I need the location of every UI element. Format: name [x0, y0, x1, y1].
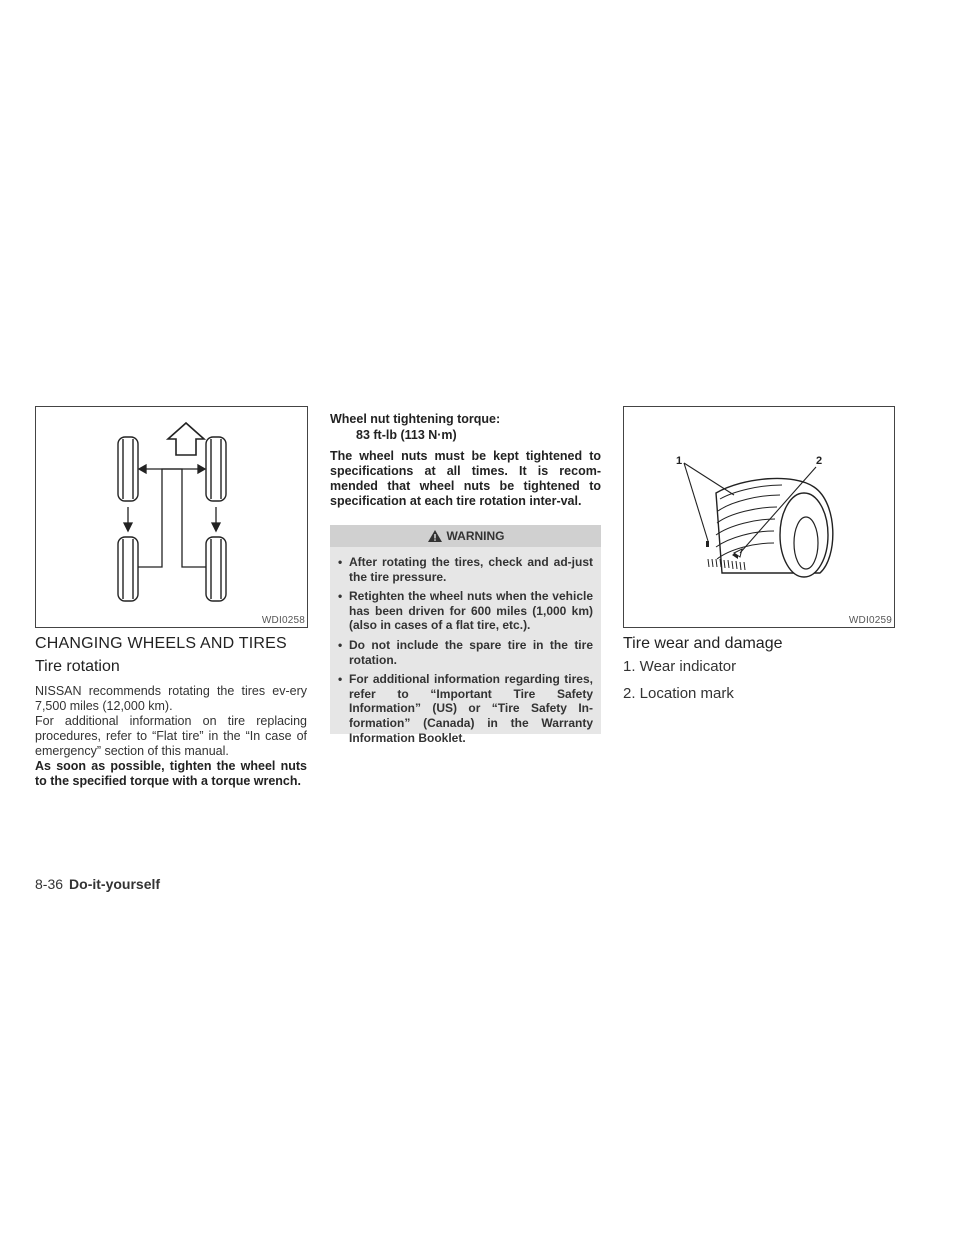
warning-item: • After rotating the tires, check and ad-just the tire pressure.	[338, 555, 593, 584]
rotation-arrow-rear-left-to-front-right	[138, 465, 205, 567]
torque-label: Wheel nut tightening torque:	[330, 412, 501, 426]
tire-wear-figure	[623, 406, 895, 628]
rotation-arrow-rear-right-to-front-left	[139, 465, 206, 567]
paragraph-rotation-interval: NISSAN recommends rotating the tires ev-ery 7,500 miles (12,000 km).	[35, 684, 307, 713]
page-footer	[35, 876, 160, 892]
torque-value: 83 ft-lb (113 N·m)	[356, 428, 457, 442]
warning-box	[330, 525, 601, 745]
warning-item: • Retighten the wheel nuts when the vehicle has been driven for 600 miles (1,000 km) (also in cases of a flat tire, etc.).	[338, 589, 593, 633]
paragraph-keep-tightened: The wheel nuts must be kept tightened to specifications at all times. It is recom-mended that wheel nuts be tightened to specification at each tire rotation inter-val.	[330, 449, 601, 508]
list-item-wear-indicator: 1. Wear indicator	[623, 658, 737, 675]
warning-triangle-icon	[427, 529, 443, 543]
footer-section: Do-it-yourself	[69, 876, 161, 892]
paragraph-torque-instruction: As soon as possible, tighten the wheel nuts to the specified torque with a torque wrench.	[35, 759, 307, 788]
forward-arrow-icon	[168, 423, 204, 455]
warning-item: • For additional information regarding tires, refer to “Important Tire Safety Information” (US) or “Tire Safety In-formation” (Canada) in the Warranty Information Booklet.	[338, 672, 593, 745]
warning-header	[330, 525, 601, 547]
paragraph-flat-tire-reference: For additional information on tire replacing procedures, refer to “Flat tire” in the “In case of emergency” section of this manual.	[35, 714, 307, 758]
figure-code: WDI0259	[848, 615, 892, 626]
warning-item: • Do not include the spare tire in the tire rotation.	[338, 638, 593, 667]
tire-front-right	[206, 437, 226, 501]
list-item-location-mark: 2. Location mark	[623, 685, 734, 702]
section-title: CHANGING WHEELS AND TIRES	[35, 635, 287, 652]
figure-code: WDI0258	[261, 615, 305, 626]
tire-rotation-figure	[35, 406, 308, 628]
page-number: 8-36	[35, 876, 64, 892]
tire-wear-diagram	[624, 407, 894, 615]
subsection-title-tire-wear: Tire wear and damage	[623, 635, 783, 652]
rotation-arrow-left-down	[124, 507, 132, 531]
tire-rotation-diagram	[36, 407, 307, 615]
tire-rear-left	[118, 537, 138, 601]
tire-rear-right	[206, 537, 226, 601]
subsection-title-tire-rotation: Tire rotation	[35, 658, 120, 675]
rotation-arrow-right-down	[212, 507, 220, 531]
tire-front-left	[118, 437, 138, 501]
warning-list	[330, 547, 601, 745]
callout-label-1: 1	[676, 455, 683, 467]
warning-title: WARNING	[446, 529, 505, 543]
callout-label-2: 2	[816, 455, 823, 467]
